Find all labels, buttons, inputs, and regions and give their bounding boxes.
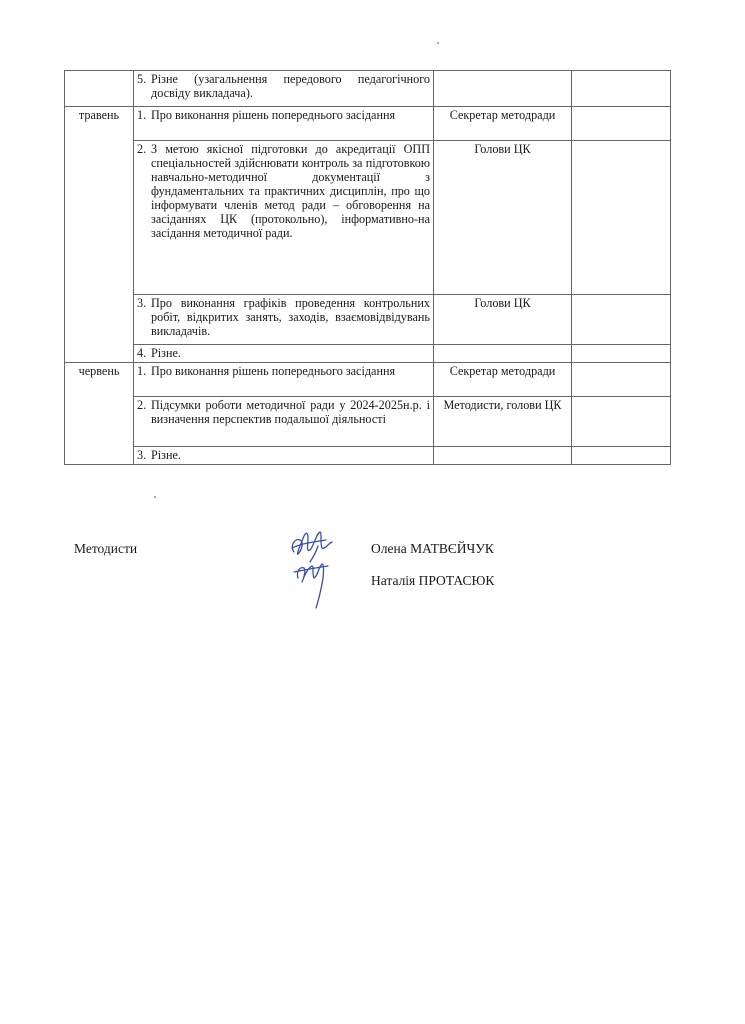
- table-row: [65, 71, 671, 107]
- agenda-item: [134, 71, 434, 107]
- note-cell: [572, 295, 671, 345]
- item-text: Про виконання рішень попереднього засідання: [151, 108, 396, 122]
- item-number: 3.: [137, 448, 147, 462]
- month-cell: червень: [65, 363, 134, 465]
- responsible-cell: [434, 345, 572, 363]
- item-text: З метою якісної підготовки до акредитації ОПП спеціальностей здійснювати контроль за підготовкою навчально-методичної документації з фундаментальних та практичних дисциплін, про що інформувати членів метод ради – обговорення на засіданнях ЦК (протокольно), інформативно-на засідання методичної ради.: [151, 142, 430, 240]
- item-number: 2.: [137, 398, 147, 412]
- responsible-cell: [434, 447, 572, 465]
- responsible-cell: [434, 71, 572, 107]
- agenda-item: [134, 295, 434, 345]
- note-cell: [572, 447, 671, 465]
- month-cell: травень: [65, 107, 134, 363]
- responsible-cell: Секретар методради: [434, 363, 572, 397]
- item-text: Різне.: [151, 346, 181, 360]
- item-number: 4.: [137, 346, 147, 360]
- table-row: [65, 141, 671, 295]
- signatory-name-1: Олена МАТВЄЙЧУК: [371, 541, 494, 556]
- item-number: 3.: [137, 296, 147, 310]
- signatory-name-2: Наталія ПРОТАСЮК: [371, 573, 495, 588]
- scan-speck: [437, 42, 439, 44]
- note-cell: [572, 141, 671, 295]
- item-text: Про виконання рішень попереднього засідання: [151, 364, 396, 378]
- item-number: 5.: [137, 72, 147, 86]
- responsible-cell: Методисти, голови ЦК: [434, 397, 572, 447]
- item-text: Різне.: [151, 448, 181, 462]
- agenda-item: [134, 363, 434, 397]
- agenda-item: [134, 141, 434, 295]
- table-row: [65, 345, 671, 363]
- note-cell: [572, 397, 671, 447]
- signatory-role: Методисти: [74, 541, 138, 556]
- item-number: 1.: [137, 364, 147, 378]
- table-row: [65, 447, 671, 465]
- table-row: [65, 107, 671, 141]
- month-cell: [65, 71, 134, 107]
- item-text: Різне (узагальнення передового педагогічного досвіду викладача).: [151, 72, 430, 100]
- responsible-cell: Секретар методради: [434, 107, 572, 141]
- agenda-item: [134, 345, 434, 363]
- agenda-item: [134, 447, 434, 465]
- note-cell: [572, 363, 671, 397]
- item-number: 1.: [137, 108, 147, 122]
- table-row: [65, 295, 671, 345]
- item-text: Про виконання графіків проведення контрольних робіт, відкритих занять, заходів, взаємовідвідувань викладачів.: [151, 296, 430, 338]
- note-cell: [572, 345, 671, 363]
- agenda-item: [134, 107, 434, 141]
- table-row: [65, 363, 671, 397]
- note-cell: [572, 107, 671, 141]
- handwritten-signature-icon: [282, 522, 344, 614]
- responsible-cell: Голови ЦК: [434, 295, 572, 345]
- note-cell: [572, 71, 671, 107]
- agenda-item: [134, 397, 434, 447]
- table-row: [65, 397, 671, 447]
- scan-speck: [154, 496, 156, 498]
- item-text: Підсумки роботи методичної ради у 2024-2025н.р. і визначення перспектив подальшої діяльності: [151, 398, 430, 426]
- item-number: 2.: [137, 142, 147, 156]
- responsible-cell: Голови ЦК: [434, 141, 572, 295]
- work-plan-table: [64, 70, 671, 465]
